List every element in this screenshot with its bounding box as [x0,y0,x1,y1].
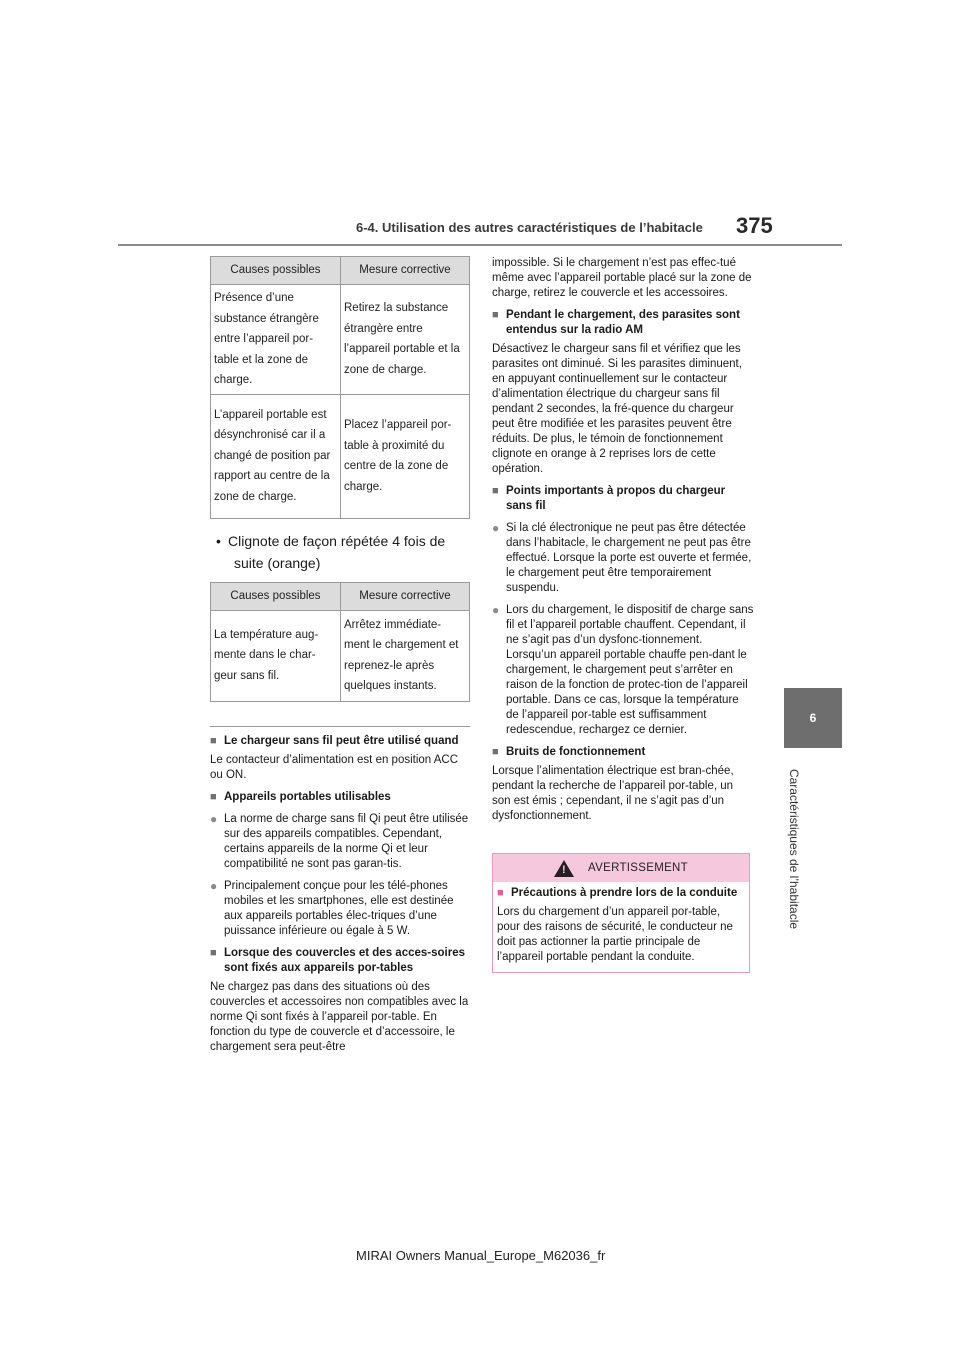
circle-bullet-icon: ● [210,811,218,826]
fix-cell: Placez l’appareil por-table à proximité du centre de la zone de charge. [341,394,470,518]
table-row [211,285,470,395]
section-heading: ■ Bruits de fonctionnement [492,746,646,758]
section-heading: ■ Pendant le chargement, des parasites sont entendus sur la radio AM [492,309,740,336]
right-column [492,256,754,973]
table-header-causes: Causes possibles [211,582,341,610]
section-heading: ■ Points importants à propos du chargeur sans fil [492,485,726,512]
circle-bullet-icon: ● [492,521,500,535]
square-bullet-icon: ■ [210,946,217,959]
warning-triangle-icon: ! [554,860,574,877]
left-column [210,256,470,1055]
header-divider [118,244,842,246]
section-divider [210,726,470,727]
paragraph: Désactivez le chargeur sans fil et vérifiez que les parasites ont diminué. Si les parasites diminuent, en appuyant continuellement sur le contacteur d’alimentation électrique du chargeur sans fil pendant 2 secondes, la fré-quence du chargeur peut être modifiée et les parasites peuvent être réduits. De plus, le témoin de fonctionnement clignote en orange à 2 reprises lors de cette opération. [492,343,742,475]
list-item: ● La norme de charge sans fil Qi peut être utilisée sur des appareils compatibles. Cependant, certains appareils de la norme Qi et leur compatibilité ne sont pas garan-tis. [210,811,469,870]
causes-table-1 [210,256,470,519]
fix-cell: Arrêtez immédiate-ment le chargement et reprenez-le après quelques instants. [341,610,470,701]
paragraph: Lorsque l’alimentation électrique est bran-chée, pendant la recherche de l’appareil por-table, un son est émis ; cependant, il ne s’agit pas d’un dysfonctionnement. [492,765,734,822]
warning-title: AVERTISSEMENT [588,861,688,874]
page-number: 375 [736,213,773,238]
warning-heading: ■ Précautions à prendre lors de la conduite [497,887,738,899]
circle-bullet-icon: ● [210,878,218,893]
square-bullet-icon: ■ [497,887,504,899]
table-row [211,610,470,701]
cause-cell: La température aug-mente dans le char-geur sans fil. [211,610,341,701]
paragraph: Ne chargez pas dans des situations où des couvercles et accessoires non compatibles avec la norme Qi sont fixés à l’appareil por-table. En fonction du type de couvercle et d’accessoire, le chargement sera peut-être [210,980,469,1053]
warning-text: Lors du chargement d’un appareil por-table, pour des raisons de sécurité, le conducteur ne doit pas actionner la partie principale de l’appareil portable pendant la conduite. [497,906,733,963]
warning-box [492,853,750,973]
causes-table-2 [210,582,470,702]
fix-cell: Retirez la substance étrangère entre l’appareil portable et la zone de charge. [341,285,470,395]
chapter-side-label: Caractéristiques de l’habitacle [787,768,801,930]
chapter-number: 6 [809,711,817,725]
list-item: ● Principalement conçue pour les télé-phones mobiles et les smartphones, elle est destinée aux appareils portables élec-triques d’une puissance inférieure ou égale à 5 W. [210,878,454,937]
paragraph: Le contacteur d’alimentation est en position ACC ou ON. [210,753,459,781]
warning-body [493,882,749,972]
blink-note: • Clignote de façon répétée 4 fois de suite (orange) [216,532,446,571]
square-bullet-icon: ■ [492,309,499,321]
table-header-causes: Causes possibles [211,257,341,285]
table-header-fix: Mesure corrective [341,257,470,285]
list-item: ● Lors du chargement, le dispositif de charge sans fil et l’appareil portable chauffent. Cependant, il ne s’agit pas d’un dysfonc-tionnement. Lorsqu’un appareil portable chauffe pen-dant le chargement, le chargement peut s’arrêter en raison de la fonction de protec-tion de l’appareil portable. Dans ce cas, lorsque la température de l’appareil por-table est suffisamment redescendue, rechargez ce dernier. [492,603,754,736]
square-bullet-icon: ■ [492,485,499,497]
square-bullet-icon: ■ [210,734,217,747]
warning-header [493,854,749,882]
square-bullet-icon: ■ [492,746,499,758]
cause-cell: Présence d’une substance étrangère entre l’appareil por-table et la zone de charge. [211,285,341,395]
paragraph: impossible. Si le chargement n’est pas effec-tué même avec l’appareil portable placé sur la zone de charge, retirez le couvercle et les accessoires. [492,257,752,299]
chapter-tab[interactable] [784,688,842,748]
section-heading: ■ Le chargeur sans fil peut être utilisé quand [210,734,459,747]
circle-bullet-icon: ● [492,603,500,617]
section-heading: ■ Lorsque des couvercles et des acces-soires sont fixés aux appareils por-tables [210,946,465,974]
section-title: 6-4. Utilisation des autres caractéristiques de l’habitacle [356,220,703,235]
footer-text: MIRAI Owners Manual_Europe_M62036_fr [356,1248,606,1263]
section-heading: ■ Appareils portables utilisables [210,790,391,803]
cause-cell: L’appareil portable est désynchronisé car il a changé de position par rapport au centre de la zone de charge. [211,394,341,518]
square-bullet-icon: ■ [210,790,217,803]
list-item: ● Si la clé électronique ne peut pas être détectée dans l’habitacle, le chargement ne peut pas être effectué. Lorsque la porte est ouverte et fermée, le chargement peut être temporairement suspendu. [492,521,752,594]
table-header-fix: Mesure corrective [341,582,470,610]
table-row [211,394,470,518]
